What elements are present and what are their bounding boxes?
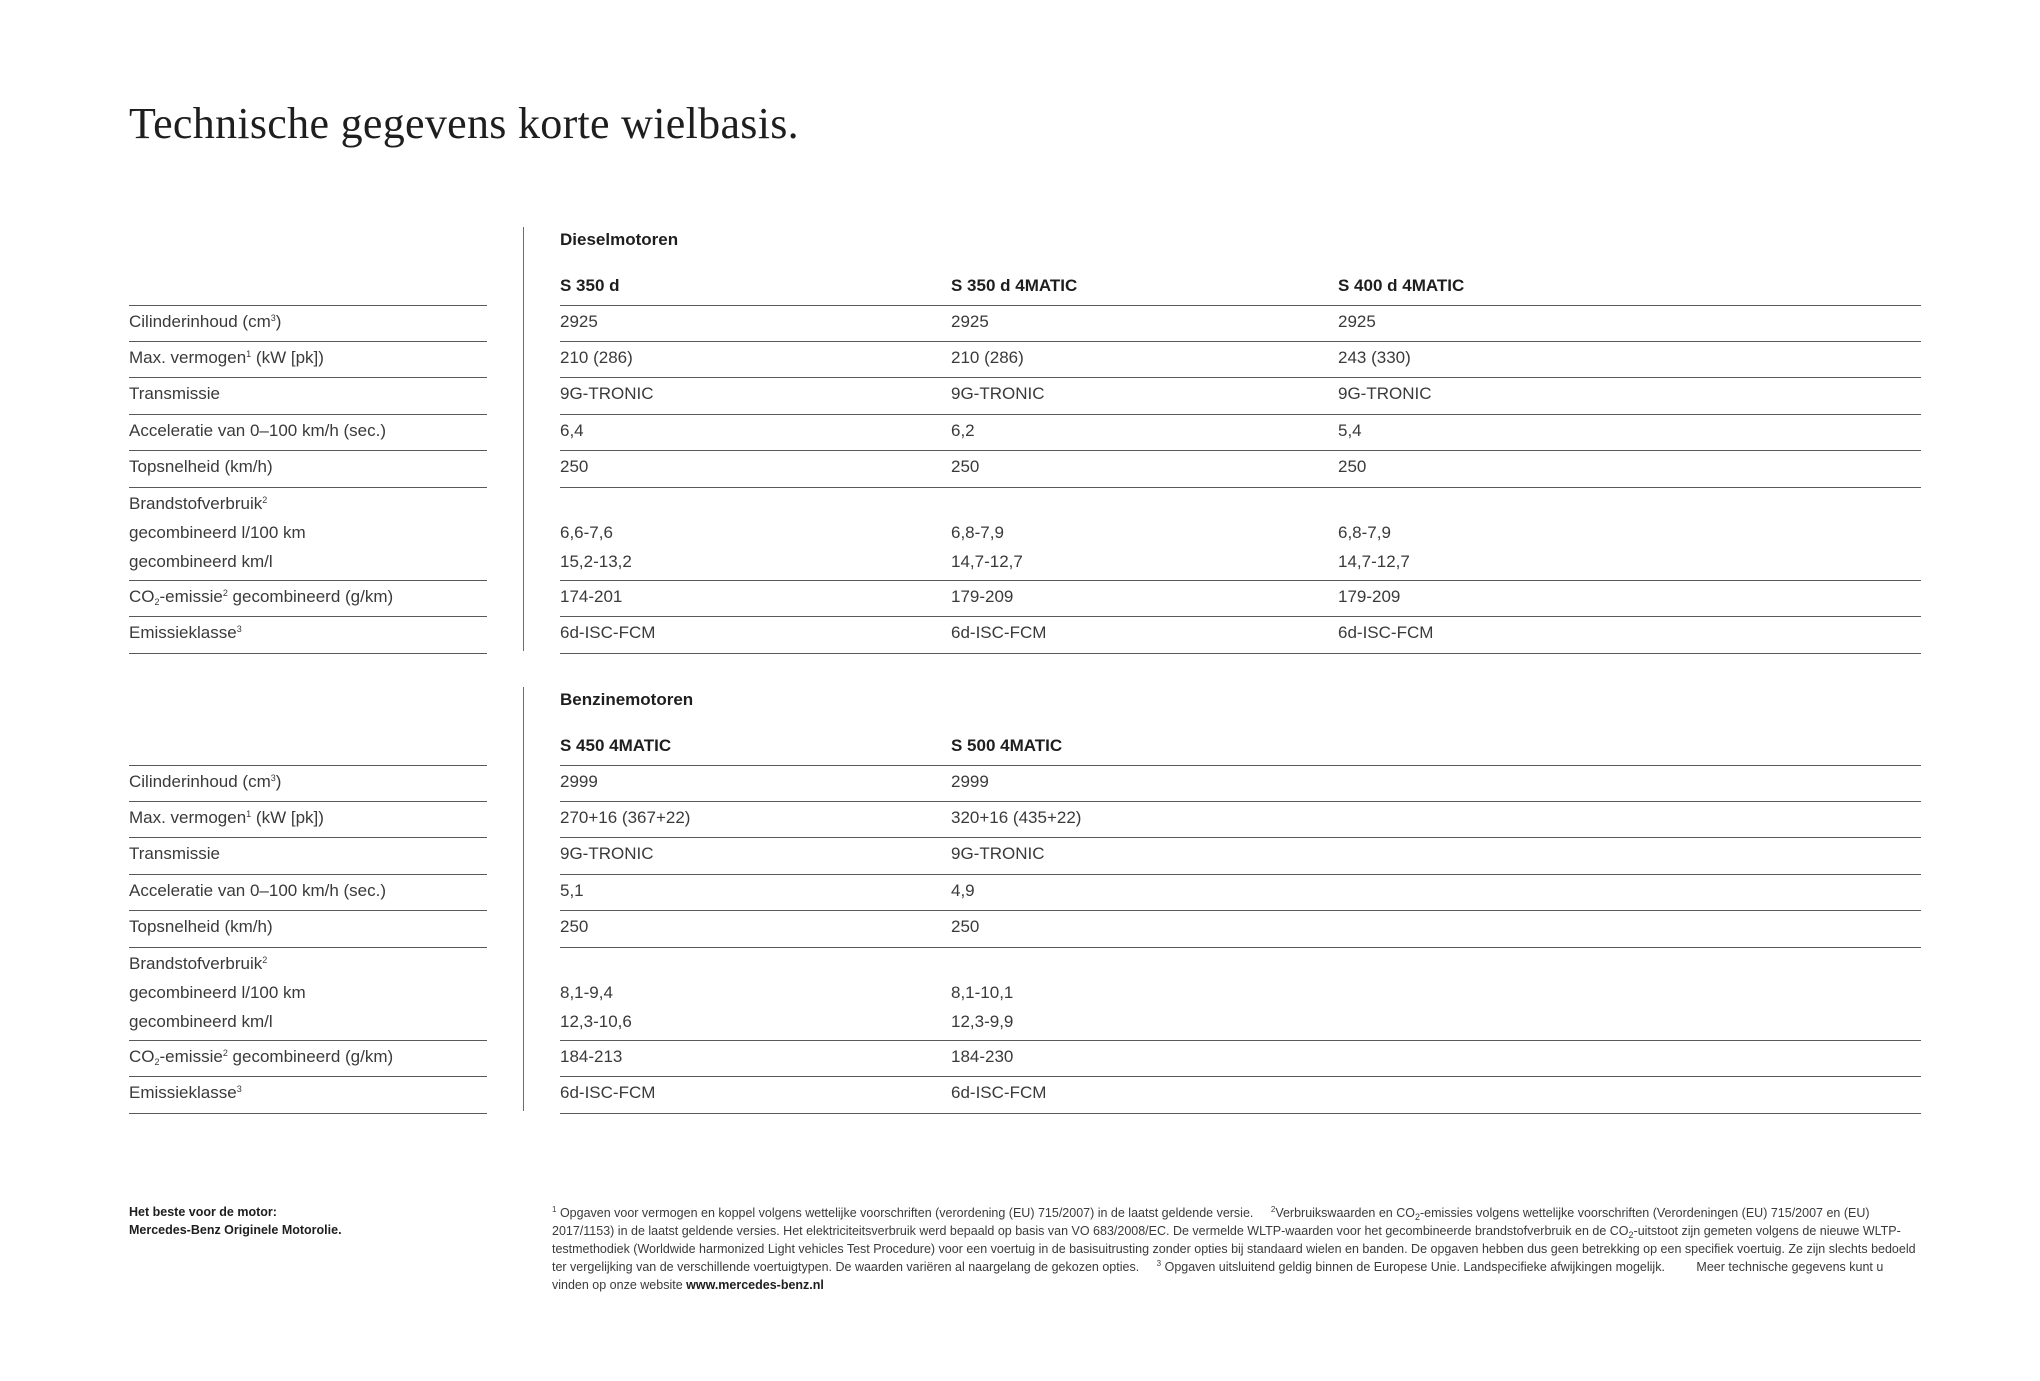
label-co2-emissie-part: -emissie: [159, 587, 223, 606]
label-co2-emissie: [129, 587, 393, 607]
label-acceleratie-part: Acceleratie van 0–100 km/h (sec.): [129, 421, 387, 440]
row-divider-right: [560, 765, 1921, 766]
label-max-vermogen-part: Max. vermogen: [129, 348, 247, 367]
page-title: Technische gegevens korte wielbasis.: [129, 99, 799, 148]
value-transmissie: 9G-TRONIC: [560, 384, 654, 403]
value-cilinder: 2999: [951, 772, 989, 791]
row-divider-left: [129, 837, 487, 838]
label-transmissie-part: Transmissie: [129, 384, 220, 403]
label-brandstofverbruik: [129, 954, 267, 974]
model-header: S 350 d 4MATIC: [951, 276, 1078, 295]
label-cilinderinhoud-part: 3: [270, 313, 276, 323]
value-gecomb_km: 14,7-12,7: [951, 552, 1023, 571]
row-divider-right: [560, 305, 1921, 306]
label-cilinderinhoud-part: ): [275, 772, 282, 791]
label-co2-emissie-part: 2: [154, 597, 160, 607]
row-divider-right: [560, 377, 1921, 378]
footnotes: [552, 1204, 1922, 1294]
value-vermogen: 270+16 (367+22): [560, 808, 691, 827]
label-topsnelheid-part: Topsnelheid (km/h): [129, 917, 273, 936]
footnote-2-marker: 2: [1270, 1205, 1276, 1214]
value-gecomb_l: 6,8-7,9: [1338, 523, 1391, 542]
model-header: S 450 4MATIC: [560, 736, 672, 755]
label-emissieklasse-part: 3: [236, 1084, 242, 1094]
row-divider-right: [560, 616, 1921, 617]
row-divider-left: [129, 765, 487, 766]
row-divider-right: [560, 414, 1921, 415]
diesel-divider: [523, 227, 524, 651]
row-divider-left: [129, 580, 487, 581]
label-co2-emissie-part: 2: [154, 1057, 160, 1067]
value-cilinder: 2925: [1338, 312, 1376, 331]
label-transmissie: [129, 844, 220, 864]
row-divider-right: [560, 1076, 1921, 1077]
label-emissieklasse: [129, 1083, 242, 1103]
row-divider-left: [129, 487, 487, 488]
value-topsnelheid: 250: [951, 457, 980, 476]
row-divider-right: [560, 837, 1921, 838]
row-divider-left: [129, 653, 487, 654]
value-gecomb_km: 14,7-12,7: [1338, 552, 1410, 571]
label-max-vermogen-part: 1: [246, 809, 252, 819]
label-co2-emissie-part: gecombineerd (g/km): [227, 587, 394, 606]
footnote-3-marker: 3: [1156, 1259, 1162, 1268]
label-cilinderinhoud: [129, 772, 281, 792]
benzine-group-title: Benzinemotoren: [560, 690, 694, 709]
value-co2: 174-201: [560, 587, 623, 606]
value-vermogen: 320+16 (435+22): [951, 808, 1082, 827]
label-max-vermogen-part: Max. vermogen: [129, 808, 247, 827]
value-emissie: 6d-ISC-FCM: [951, 623, 1047, 642]
row-divider-right: [560, 653, 1921, 654]
row-divider-right: [560, 1113, 1921, 1114]
label-gecombineerd-kml: [129, 552, 273, 572]
value-gecomb_l: 8,1-9,4: [560, 983, 613, 1002]
label-brandstofverbruik-part: 2: [262, 955, 268, 965]
label-acceleratie: [129, 421, 386, 441]
row-divider-right: [560, 801, 1921, 802]
diesel-group-title: Dieselmotoren: [560, 230, 679, 249]
label-gecombineerd-kml: [129, 1012, 273, 1032]
row-divider-right: [560, 1040, 1921, 1041]
label-topsnelheid: [129, 917, 273, 937]
label-emissieklasse-part: 3: [236, 624, 242, 634]
row-divider-right: [560, 580, 1921, 581]
value-gecomb_l: 6,8-7,9: [951, 523, 1004, 542]
label-co2-emissie-part: 2: [222, 1048, 228, 1058]
label-gecombineerd-l100km: [129, 523, 306, 543]
row-divider-left: [129, 450, 487, 451]
value-gecomb_km: 12,3-10,6: [560, 1012, 632, 1031]
label-topsnelheid: [129, 457, 273, 477]
value-acceleratie: 6,4: [560, 421, 584, 440]
label-co2-emissie-part: gecombineerd (g/km): [227, 1047, 394, 1066]
model-header: S 500 4MATIC: [951, 736, 1063, 755]
value-acceleratie: 6,2: [951, 421, 975, 440]
label-emissieklasse: [129, 623, 242, 643]
label-co2-emissie: [129, 1047, 393, 1067]
row-divider-left: [129, 947, 487, 948]
value-cilinder: 2925: [951, 312, 989, 331]
value-topsnelheid: 250: [560, 457, 589, 476]
value-vermogen: 210 (286): [560, 348, 633, 367]
label-max-vermogen: [129, 808, 324, 828]
value-acceleratie: 5,1: [560, 881, 584, 900]
value-vermogen: 210 (286): [951, 348, 1024, 367]
label-max-vermogen-part: (kW [pk]): [251, 808, 324, 827]
value-gecomb_l: 6,6-7,6: [560, 523, 613, 542]
row-divider-left: [129, 1040, 487, 1041]
label-co2-emissie-part: 2: [222, 588, 228, 598]
value-transmissie: 9G-TRONIC: [560, 844, 654, 863]
label-max-vermogen-part: (kW [pk]): [251, 348, 324, 367]
footnote-3: Opgaven uitsluitend geldig binnen de Europese Unie. Landspecifieke afwijkingen mogelijk.: [1164, 1260, 1665, 1274]
label-emissieklasse-part: Emissieklasse: [129, 623, 237, 642]
row-divider-left: [129, 377, 487, 378]
value-acceleratie: 4,9: [951, 881, 975, 900]
motor-oil-line1: Het beste voor de motor:: [129, 1205, 277, 1219]
value-topsnelheid: 250: [560, 917, 589, 936]
value-co2: 184-230: [951, 1047, 1014, 1066]
label-gecombineerd-kml-part: gecombineerd km/l: [129, 552, 273, 571]
more-info-text: Meer technische gegevens kunt u vinden op onze website: [552, 1260, 1884, 1292]
label-cilinderinhoud-part: Cilinderinhoud (cm: [129, 772, 271, 791]
value-co2: 179-209: [1338, 587, 1401, 606]
label-transmissie-part: Transmissie: [129, 844, 220, 863]
row-divider-right: [560, 947, 1921, 948]
row-divider-left: [129, 341, 487, 342]
label-gecombineerd-l100km: [129, 983, 306, 1003]
footnote-2-part-c: -uitstoot zijn gemeten volgens de nieuwe WLTP-testmethodiek (Worldwide harmonized Light vehicles Test Procedure) voor een voertuig in de basisuitrusting zonder opties bij standaard wielen en banden. De opgaven hebben dus geen betrekking op een specifiek voertuig. Ze zijn slechts bedoeld ter vergelijking van de verschillende voertuigtypen. De waarden variëren al naargelang de gekozen opties.: [552, 1224, 1916, 1274]
label-brandstofverbruik: [129, 494, 267, 514]
label-co2-emissie-part: -emissie: [159, 1047, 223, 1066]
website-link[interactable]: www.mercedes-benz.nl: [686, 1278, 824, 1292]
value-emissie: 6d-ISC-FCM: [560, 1083, 656, 1102]
value-co2: 184-213: [560, 1047, 623, 1066]
label-co2-emissie-part: CO: [129, 587, 155, 606]
row-divider-left: [129, 1113, 487, 1114]
label-cilinderinhoud-part: ): [275, 312, 282, 331]
value-cilinder: 2999: [560, 772, 598, 791]
row-divider-right: [560, 341, 1921, 342]
label-acceleratie-part: Acceleratie van 0–100 km/h (sec.): [129, 881, 387, 900]
footnote-2-part-a: Verbruikswaarden en CO: [1275, 1206, 1415, 1220]
footnote-2-sub-b: 2: [1628, 1230, 1634, 1240]
value-transmissie: 9G-TRONIC: [951, 384, 1045, 403]
label-max-vermogen: [129, 348, 324, 368]
label-brandstofverbruik-part: Brandstofverbruik: [129, 494, 263, 513]
footnote-2-sub-a: 2: [1414, 1212, 1420, 1222]
row-divider-left: [129, 305, 487, 306]
row-divider-right: [560, 874, 1921, 875]
model-header: S 400 d 4MATIC: [1338, 276, 1465, 295]
label-cilinderinhoud: [129, 312, 281, 332]
row-divider-right: [560, 487, 1921, 488]
row-divider-left: [129, 874, 487, 875]
label-cilinderinhoud-part: Cilinderinhoud (cm: [129, 312, 271, 331]
label-max-vermogen-part: 1: [246, 349, 252, 359]
value-emissie: 6d-ISC-FCM: [560, 623, 656, 642]
label-acceleratie: [129, 881, 386, 901]
row-divider-left: [129, 414, 487, 415]
value-transmissie: 9G-TRONIC: [1338, 384, 1432, 403]
footnote-1: Opgaven voor vermogen en koppel volgens wettelijke voorschriften (verordening (EU) 715/2007) in de laatst geldende versie.: [559, 1206, 1254, 1220]
model-header: S 350 d: [560, 276, 620, 295]
value-gecomb_km: 12,3-9,9: [951, 1012, 1014, 1031]
value-co2: 179-209: [951, 587, 1014, 606]
value-emissie: 6d-ISC-FCM: [951, 1083, 1047, 1102]
label-transmissie: [129, 384, 220, 404]
label-gecombineerd-l100km-part: gecombineerd l/100 km: [129, 983, 306, 1002]
value-topsnelheid: 250: [951, 917, 980, 936]
label-brandstofverbruik-part: 2: [262, 495, 268, 505]
row-divider-right: [560, 910, 1921, 911]
label-emissieklasse-part: Emissieklasse: [129, 1083, 237, 1102]
value-cilinder: 2925: [560, 312, 598, 331]
label-cilinderinhoud-part: 3: [270, 773, 276, 783]
footnote-1-marker: 1: [552, 1205, 557, 1214]
label-gecombineerd-l100km-part: gecombineerd l/100 km: [129, 523, 306, 542]
label-gecombineerd-kml-part: gecombineerd km/l: [129, 1012, 273, 1031]
motor-oil-line2: Mercedes-Benz Originele Motorolie.: [129, 1223, 342, 1237]
value-acceleratie: 5,4: [1338, 421, 1362, 440]
row-divider-left: [129, 616, 487, 617]
value-transmissie: 9G-TRONIC: [951, 844, 1045, 863]
label-brandstofverbruik-part: Brandstofverbruik: [129, 954, 263, 973]
row-divider-left: [129, 801, 487, 802]
value-vermogen: 243 (330): [1338, 348, 1411, 367]
value-topsnelheid: 250: [1338, 457, 1367, 476]
value-gecomb_km: 15,2-13,2: [560, 552, 632, 571]
value-gecomb_l: 8,1-10,1: [951, 983, 1014, 1002]
motor-oil-note: [129, 1203, 342, 1239]
row-divider-left: [129, 1076, 487, 1077]
label-co2-emissie-part: CO: [129, 1047, 155, 1066]
row-divider-left: [129, 910, 487, 911]
footnote-2-part-b: -emissies volgens wettelijke voorschriften (Verordeningen (EU) 715/2007 en (EU) 2017/1153) in de laatst geldende versies. Het elektriciteitsverbruik werd bepaald op basis van VO 683/2008/EC. De vermelde WLTP-waarden voor het gecombineerde brandstofverbruik en de CO: [552, 1206, 1870, 1238]
value-emissie: 6d-ISC-FCM: [1338, 623, 1434, 642]
row-divider-right: [560, 450, 1921, 451]
benzine-divider: [523, 687, 524, 1111]
label-topsnelheid-part: Topsnelheid (km/h): [129, 457, 273, 476]
